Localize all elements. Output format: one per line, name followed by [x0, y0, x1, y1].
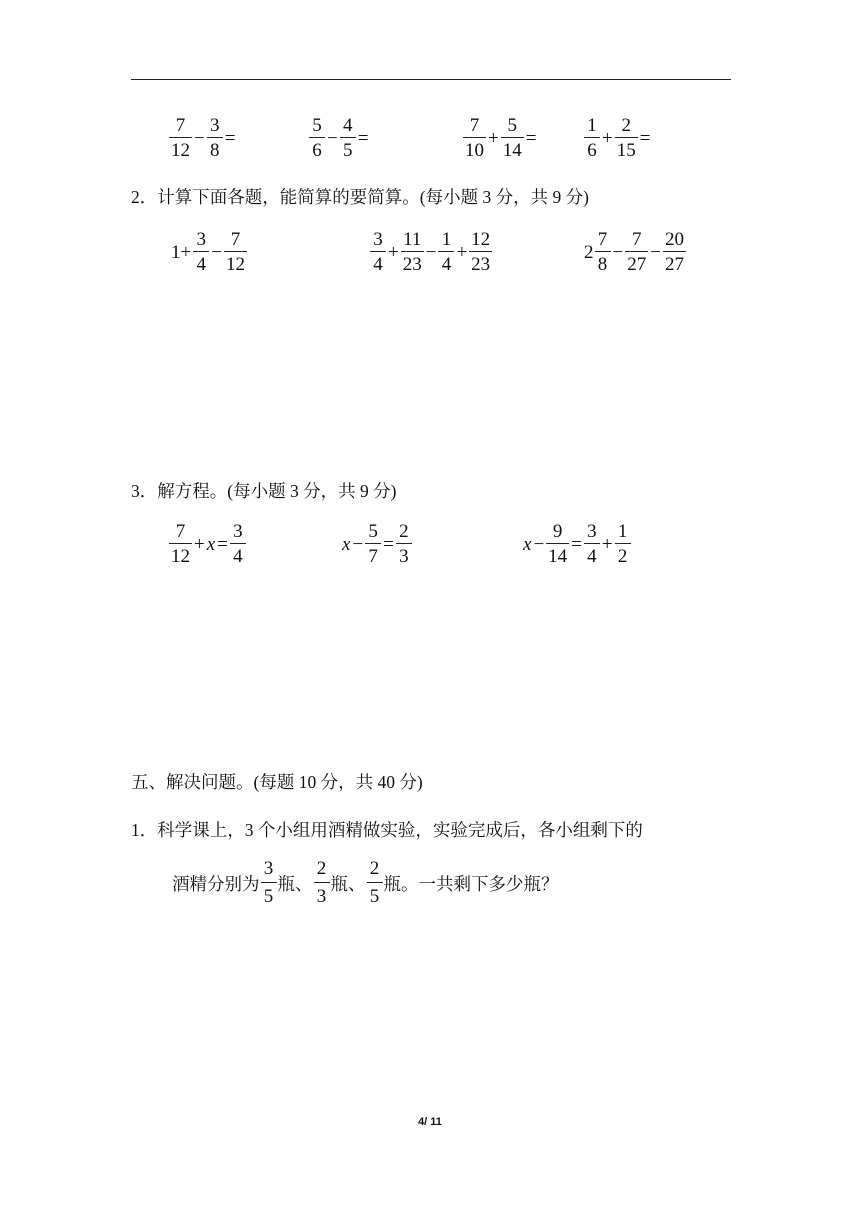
fraction: $\frac{5}{6}$ — [309, 116, 325, 160]
fraction: $\frac{20}{27}$ — [664, 229, 684, 275]
section5-heading: 五、解决问题。(每题 10 分，共 40 分) — [131, 772, 423, 792]
expr-1d: $\frac{1}{6}$ + $\frac{2}{15}$ = — [583, 116, 651, 160]
q2-heading: 2．计算下面各题，能简算的要简算。(每小题 3 分，共 9 分) — [131, 187, 589, 207]
fraction: $\frac{3}{4}$ — [230, 522, 246, 566]
fraction: $\frac{3}{4}$ — [370, 230, 386, 274]
fraction: $\frac{2}{5}$ — [367, 858, 383, 908]
fraction: $\frac{12}{23}$ — [471, 229, 491, 275]
q2-expr-2: $\frac{3}{4}$ + $\frac{11}{23}$ − $\frac{1}{4}$ + $\frac{12}{23}$ — [369, 230, 493, 274]
q3-equation-1: $\frac{7}{12}$ + x = $\frac{3}{4}$ — [168, 522, 247, 566]
fraction: $\frac{5}{14}$ — [502, 115, 522, 161]
problem-1-line-2: 酒精分别为 $\frac{3}{5}$ 瓶、 $\frac{2}{3}$ 瓶、 $\frac{2}{5}$ 瓶。一共剩下多少瓶？ — [172, 858, 559, 907]
fraction: $\frac{1}{2}$ — [615, 522, 631, 566]
fraction: $\frac{7}{8}$ — [595, 230, 611, 274]
fraction: $\frac{7}{12}$ — [225, 229, 245, 275]
fraction: $\frac{11}{23}$ — [402, 229, 422, 275]
q2-expr-1: 1+ $\frac{3}{4}$ − $\frac{7}{12}$ — [171, 229, 245, 275]
fraction: $\frac{3}{5}$ — [261, 858, 277, 908]
q3-equation-2: x − $\frac{5}{7}$ = $\frac{2}{3}$ — [341, 522, 413, 566]
q3-heading: 3．解方程。(每小题 3 分，共 9 分) — [131, 481, 397, 501]
expr-1b: $\frac{5}{6}$ − $\frac{4}{5}$ = — [308, 116, 369, 160]
fraction: $\frac{3}{4}$ — [584, 522, 600, 566]
page-number: 4/ 11 — [418, 1116, 442, 1128]
q2-expr-3: 2 $\frac{7}{8}$ − $\frac{7}{27}$ − $\frac{20}{27}$ — [584, 229, 684, 275]
fraction: $\frac{9}{14}$ — [548, 521, 568, 567]
fraction: $\frac{1}{6}$ — [584, 116, 600, 160]
fraction: $\frac{7}{10}$ — [465, 115, 484, 161]
fraction: $\frac{1}{4}$ — [438, 230, 454, 274]
fraction: $\frac{2}{15}$ — [616, 115, 636, 161]
fraction: $\frac{4}{5}$ — [340, 116, 356, 160]
expr-1c: $\frac{7}{10}$ + $\frac{5}{14}$ = — [465, 115, 537, 161]
fraction: $\frac{2}{3}$ — [314, 858, 330, 908]
fraction: $\frac{3}{8}$ — [207, 116, 223, 160]
fraction: $\frac{5}{7}$ — [365, 522, 381, 566]
fraction: $\frac{3}{4}$ — [193, 230, 209, 274]
problem-1-line-1: 1．科学课上，3 个小组用酒精做实验，实验完成后，各小组剩下的 — [131, 820, 643, 840]
header-rule — [131, 79, 731, 80]
expr-1a: $\frac{7}{12}$ − $\frac{3}{8}$ = — [171, 115, 236, 161]
fraction: $\frac{2}{3}$ — [396, 522, 412, 566]
fraction: $\frac{7}{12}$ — [171, 115, 190, 161]
q3-equation-3: x − $\frac{9}{14}$ = $\frac{3}{4}$ + $\frac{1}{2}$ — [522, 522, 632, 566]
fraction: $\frac{7}{12}$ — [171, 521, 190, 567]
fraction: $\frac{7}{27}$ — [627, 229, 647, 275]
